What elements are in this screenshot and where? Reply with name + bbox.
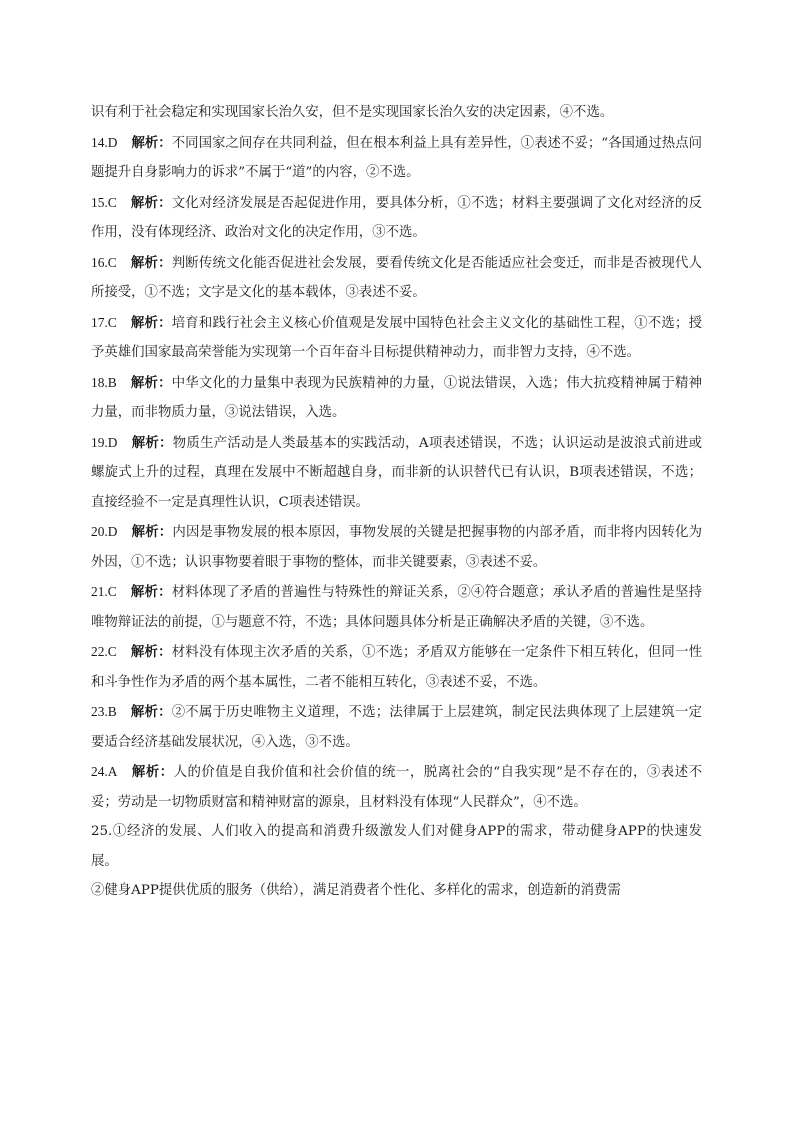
answer-label: 解析： [131, 524, 173, 540]
answer-item-19 [91, 428, 702, 518]
answer-item-17 [91, 308, 702, 368]
answer-text: 物质生产活动是人类最基本的实践活动，A项表述错误，不选；认识运动是波浪式前进或螺旋式上升的过程，真理在发展中不断超越自身，而非新的认识替代已有认识，B项表述错误，不选；直接经验不一定是真理性认识，C项表述错误。 [91, 435, 703, 510]
answer-number: 14.D [91, 134, 118, 150]
answer-label: 解析： [130, 254, 172, 271]
answer-label: 解析： [130, 314, 172, 331]
answer-label: 解析： [130, 194, 172, 211]
answer-label: 解析： [131, 434, 173, 451]
answer-text: 识有利于社会稳定和实现国家长治久安，但不是实现国家长治久安的决定因素，④不选。 [91, 105, 614, 120]
answer-item-20 [91, 517, 702, 577]
answer-item-16 [91, 248, 702, 308]
answer-text: 人的价值是自我价值和社会价值的统一，脱离社会的“自我实现”是不存在的，③表述不妥；劳动是一切物质财富和精神财富的源泉，且材料没有体现“人民群众”，④不选。 [91, 765, 702, 810]
answer-item-15 [91, 188, 702, 248]
answer-text: 材料体现了矛盾的普遍性与特殊性的辩证关系，②④符合题意；承认矛盾的普遍性是坚持唯物辩证法的前提，①与题意不符，不选；具体问题具体分析是正确解决矛盾的关键，③不选。 [91, 585, 703, 630]
answer-text: ②健身APP提供优质的服务（供给），满足消费者个性化、多样化的需求，创造新的消费需 [91, 883, 621, 898]
answer-text: 25.①经济的发展、人们收入的提高和消费升级激发人们对健身APP的需求，带动健身APP的快速发展。 [91, 824, 702, 869]
answer-text: 内因是事物发展的根本原因，事物发展的关键是把握事物的内部矛盾，而非将内因转化为外因，①不选；认识事物要着眼于事物的整体，而非关键要素，③表述不妥。 [91, 525, 702, 570]
answer-text: 不同国家之间存在共同利益，但在根本利益上具有差异性，①表述不妥；“各国通过热点问题提升自身影响力的诉求”不属于“道”的内容，②不选。 [91, 135, 703, 180]
answer-label: 解析： [130, 704, 172, 720]
answer-number: 18.B [91, 374, 117, 390]
answer-number: 24.A [91, 764, 118, 779]
answer-label: 解析： [131, 134, 172, 151]
answer-label: 解析： [130, 584, 172, 600]
answer-number: 19.D [91, 434, 118, 450]
answer-text: 文化对经济发展是否起促进作用，要具体分析，①不选；材料主要强调了文化对经济的反作用，没有体现经济、政治对文化的决定作用，③不选。 [91, 195, 703, 240]
answer-item-25-point-2 [91, 876, 702, 906]
answer-number: 20.D [91, 524, 118, 539]
answer-number: 16.C [91, 254, 117, 270]
answer-item-22 [91, 637, 702, 697]
answer-text: 判断传统文化能否促进社会发展，要看传统文化是否能适应社会变迁，而非是否被现代人所接受，①不选；文字是文化的基本载体，③表述不妥。 [91, 255, 703, 300]
answer-item-14 [91, 128, 702, 188]
answer-text: 中华文化的力量集中表现为民族精神的力量，①说法错误，入选；伟大抗疫精神属于精神力量，而非物质力量，③说法错误，入选。 [91, 375, 703, 420]
answer-number: 15.C [91, 194, 117, 210]
answer-item-25-point-1 [91, 817, 702, 876]
answer-label: 解析： [130, 374, 172, 391]
answer-item-23 [91, 697, 702, 757]
answer-number: 22.C [91, 644, 117, 659]
answer-number: 23.B [91, 704, 117, 719]
answer-label: 解析： [131, 764, 174, 780]
answer-number: 17.C [91, 314, 117, 330]
answer-text: 培育和践行社会主义核心价值观是发展中国特色社会主义文化的基础性工程，①不选；授予英雄们国家最高荣誉能为实现第一个百年奋斗目标提供精神动力，而非智力支持，④不选。 [91, 315, 703, 360]
answer-label: 解析： [130, 644, 172, 660]
answer-item-21 [91, 577, 702, 637]
answer-text: 材料没有体现主次矛盾的关系，①不选；矛盾双方能够在一定条件下相互转化，但同一性和斗争性作为矛盾的两个基本属性，二者不能相互转化，③表述不妥，不选。 [91, 645, 703, 690]
answer-continuation [91, 98, 702, 128]
answer-number: 21.C [91, 584, 117, 599]
answer-item-24 [91, 757, 702, 817]
answer-item-18 [91, 368, 702, 428]
answer-text: ②不属于历史唯物主义道理，不选；法律属于上层建筑，制定民法典体现了上层建筑一定要适合经济基础发展状况，④入选，③不选。 [91, 705, 703, 750]
